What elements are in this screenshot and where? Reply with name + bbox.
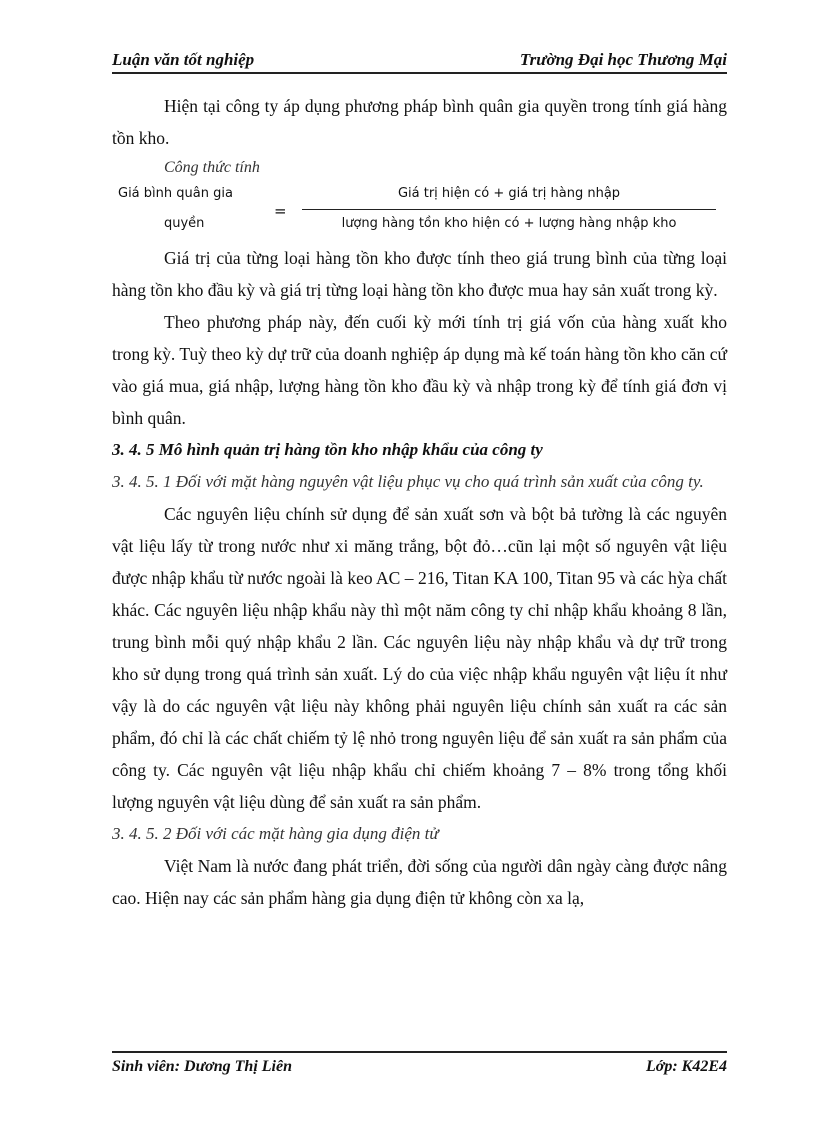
page-footer bbox=[112, 1051, 727, 1075]
footer-student: Sinh viên: Dương Thị Liên bbox=[112, 1058, 292, 1075]
paragraph-2: Theo phương pháp này, đến cuối kỳ mới tính trị giá vốn của hàng xuất kho trong kỳ. Tuỳ theo kỳ dự trữ của doanh nghiệp áp dụng mà kế toán hàng tồn kho căn cứ vào giá mua, giá nhập, lượng hàng tồn kho đầu kỳ và nhập trong kỳ để tính giá đơn vị bình quân. bbox=[112, 312, 727, 428]
formula-lhs-line1: Giá bình quân gia bbox=[118, 186, 233, 201]
weighted-average-formula bbox=[112, 182, 727, 242]
section-heading: 3. 4. 5 Mô hình quản trị hàng tồn kho nhập khẩu của công ty bbox=[112, 440, 543, 459]
fraction-bar bbox=[302, 209, 716, 210]
page-header bbox=[112, 48, 727, 74]
intro-paragraph: Hiện tại công ty áp dụng phương pháp bình quân gia quyền trong tính giá hàng tồn kho. bbox=[112, 96, 727, 148]
formula-lhs-line2: quyền bbox=[164, 216, 205, 231]
paragraph-3: Các nguyên liệu chính sử dụng để sản xuất sơn và bột bả tường là các nguyên vật liệu lấy từ trong nước như xi măng trắng, bột đỏ…cũn lại một số nguyên vật liệu được nhập khẩu từ nước ngoài là keo AC – 216, Titan KA 100, Titan 95 và các hỳa chất khác. Các nguyên liệu nhập khẩu này thì một năm công ty chỉ nhập khẩu khoảng 8 lần, trung bình mỗi quý nhập khẩu 2 lần. Các nguyên liệu này nhập khẩu và dự trữ trong kho sử dụng trong quá trình sản xuất. Lý do của việc nhập khẩu nguyên vật liệu ít như vậy là do các nguyên vật liệu này không phải nguyên liệu chính sản xuất ra các sản phẩm, đó chỉ là các chất chiếm tỷ lệ nhỏ trong nguyên liệu để sản xuất ra sản phẩm của công ty. Các nguyên vật liệu nhập khẩu chỉ chiếm khoảng 7 – 8% trong tổng khối lượng nguyên vật liệu dùng để sản xuất ra sản phẩm. bbox=[112, 504, 727, 812]
paragraph-1: Giá trị của từng loại hàng tồn kho được tính theo giá trung bình của từng loại hàng tồn kho đầu kỳ và giá trị từng loại hàng tồn kho được mua hay sản xuất trong kỳ. bbox=[112, 248, 727, 300]
formula-numerator: Giá trị hiện có + giá trị hàng nhập bbox=[397, 186, 621, 201]
formula-label: Công thức tính bbox=[164, 159, 260, 176]
subsection-heading-1: 3. 4. 5. 1 Đối với mặt hàng nguyên vật liệu phục vụ cho quá trình sản xuất của công ty. bbox=[112, 472, 704, 491]
formula-denominator: lượng hàng tồn kho hiện có + lượng hàng nhập kho bbox=[341, 216, 677, 231]
header-university: Trường Đại học Thương Mại bbox=[519, 50, 727, 69]
header-thesis-title: Luận văn tốt nghiệp bbox=[112, 50, 255, 69]
footer-class: Lớp: K42E4 bbox=[645, 1058, 727, 1075]
paragraph-4: Việt Nam là nước đang phát triển, đời sống của người dân ngày càng được nâng cao. Hiện nay các sản phẩm hàng gia dụng điện tử không còn xa lạ, bbox=[112, 856, 727, 908]
formula-equals-sign: = bbox=[274, 202, 287, 220]
subsection-heading-2: 3. 4. 5. 2 Đối với các mặt hàng gia dụng điện tử bbox=[112, 824, 439, 843]
page-body bbox=[112, 90, 727, 914]
